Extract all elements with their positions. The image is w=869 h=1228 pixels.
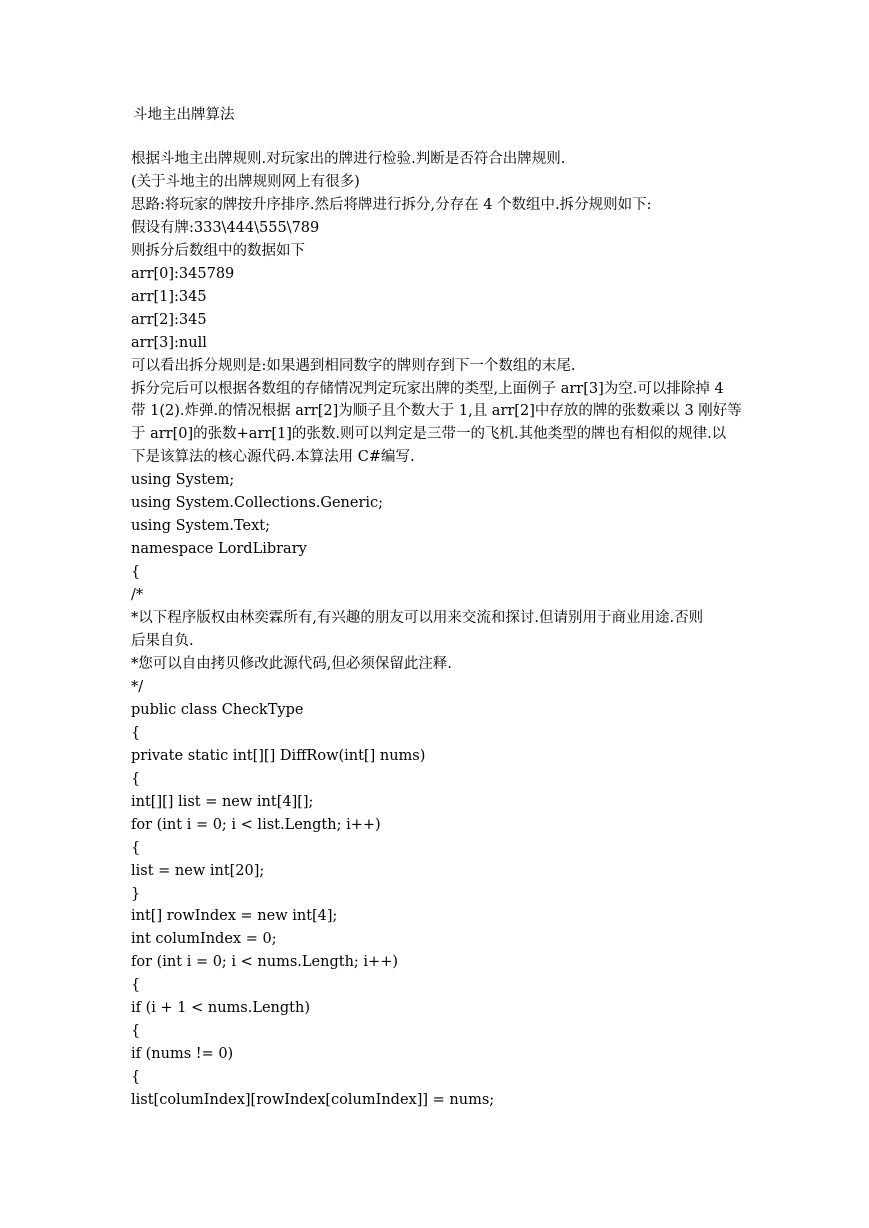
text-line: 思路:将玩家的牌按升序排序.然后将牌进行拆分,分存在 4 个数组中.拆分规则如下: [131,196,652,213]
text-line: list = new int[20]; [131,862,265,879]
text-line: } [131,885,141,902]
text-line: arr[2]:345 [131,311,207,328]
text-line: { [131,770,141,787]
text-line: 后果自负. [131,633,194,650]
text-line: 根据斗地主出牌规则.对玩家出的牌进行检验.判断是否符合出牌规则. [131,151,566,167]
text-line: 于 arr[0]的张数+arr[1]的张数.则可以判定是三带一的飞机.其他类型的牌也有相似的规律.以 [131,426,727,443]
text-line: { [131,1023,141,1040]
text-line: *以下程序版权由林奕霖所有,有兴趣的朋友可以用来交流和探讨.但请别用于商业用途.否则 [131,610,704,627]
text-line: private static int[][] DiffRow(int[] nums) [131,747,426,764]
text-line: 假设有牌:333\444\555\789 [131,219,320,236]
text-line: list[columIndex][rowIndex[columIndex]] = nums; [131,1092,495,1109]
text-line: { [131,839,141,856]
text-line: { [131,724,141,741]
text-line: int[] rowIndex = new int[4]; [131,908,338,925]
text-line: { [131,564,141,581]
text-line: using System.Collections.Generic; [131,495,384,512]
text-line: arr[1]:345 [131,288,207,305]
text-line: arr[0]:345789 [131,265,235,282]
document-body [131,148,743,1112]
text-line: arr[3]:null [131,334,207,351]
text-line: for (int i = 0; i < list.Length; i++) [131,816,381,833]
text-line: 则拆分后数组中的数据如下 [131,242,305,259]
text-line: 拆分完后可以根据各数组的存储情况判定玩家出牌的类型,上面例子 arr[3]为空.可以排除掉 4 [131,380,724,397]
text-line: using System.Text; [131,518,270,535]
text-line: namespace LordLibrary [131,541,307,558]
text-line: int columIndex = 0; [131,931,277,948]
document-title: 斗地主出牌算法 [133,107,235,123]
text-line: { [131,1069,141,1086]
text-line: if (nums != 0) [131,1046,234,1063]
text-line: /* [131,587,144,604]
text-line: using System; [131,472,235,489]
text-line: (关于斗地主的出牌规则网上有很多) [131,173,360,190]
text-line: if (i + 1 < nums.Length) [131,1000,310,1017]
text-line: int[][] list = new int[4][]; [131,793,314,810]
text-line: { [131,977,141,994]
text-line: 可以看出拆分规则是:如果遇到相同数字的牌则存到下一个数组的末尾. [131,357,576,374]
text-line: public class CheckType [131,701,304,718]
text-line: for (int i = 0; i < nums.Length; i++) [131,954,398,971]
text-line: */ [131,678,144,695]
text-line: *您可以自由拷贝修改此源代码,但必须保留此注释. [131,655,452,672]
text-line: 下是该算法的核心源代码.本算法用 C#编写. [131,449,415,466]
text-line: 带 1(2).炸弹.的情况根据 arr[2]为顺子且个数大于 1,且 arr[2]中存放的牌的张数乘以 3 刚好等 [131,403,742,420]
